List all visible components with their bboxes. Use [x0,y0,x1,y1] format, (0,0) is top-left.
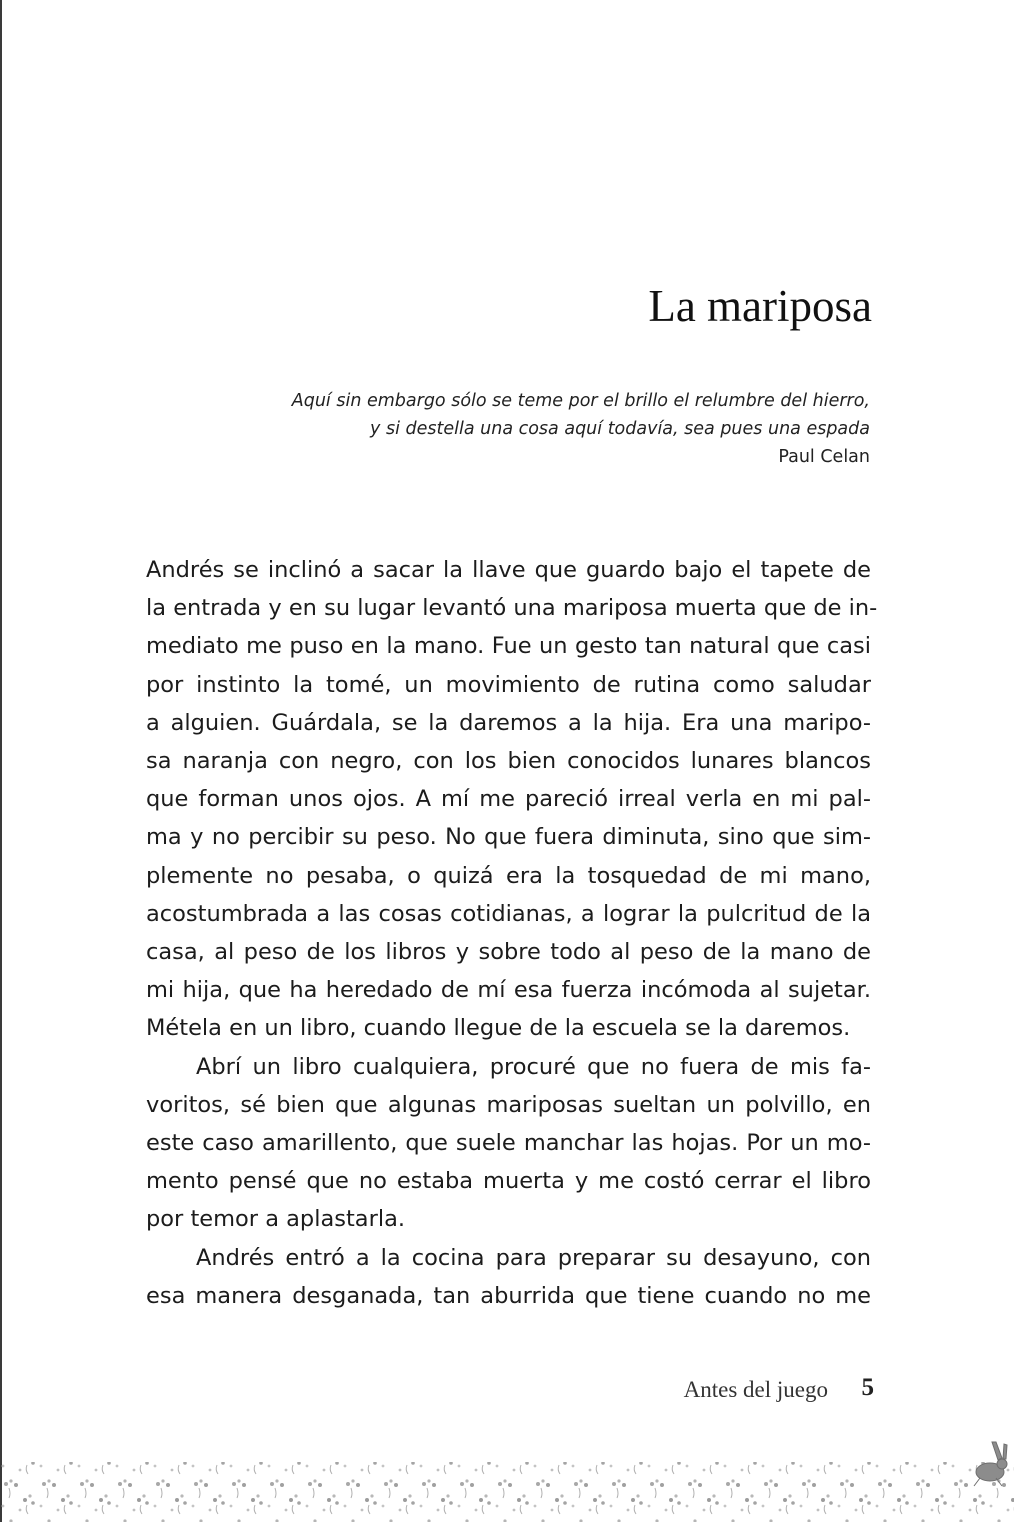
body-line: que forman unos ojos. A mí me pareció irreal verla en mi pal- [146,786,871,813]
body-line: por temor a aplastarla. [146,1206,406,1233]
body-text [146,551,878,1315]
body-line: Abrí un libro cualquiera, procuré que no fuera de mis fa- [196,1053,871,1080]
decorative-border-pattern [0,1436,1014,1522]
body-line: la entrada y en su lugar levantó una mariposa muerta que de in- [146,595,878,622]
chapter-title: La mariposa [648,281,872,331]
body-line: voritos, sé bien que algunas mariposas sueltan un polvillo, en [146,1091,871,1118]
page-number: 5 [861,1374,874,1401]
epigraph [170,387,870,471]
body-line: ma y no percibir su peso. No que fuera diminuta, sino que sim- [146,824,871,851]
body-line: esa manera desganada, tan aburrida que tiene cuando no me [146,1282,871,1309]
epigraph-line: Aquí sin embargo sólo se teme por el brillo el relumbre del hierro, [291,391,870,411]
body-line: acostumbrada a las cosas cotidianas, a lograr la pulcritud de la [146,900,871,927]
epigraph-line: y si destella una cosa aquí todavía, sea pues una espada [370,419,870,439]
running-footer-title: Antes del juego [683,1377,828,1402]
body-line: mi hija, que ha heredado de mí esa fuerza incómoda al sujetar. [146,977,871,1004]
body-line: mediato me puso en la mano. Fue un gesto tan natural que casi [146,633,871,660]
body-line: este caso amarillento, que suele manchar las hojas. Por un mo- [146,1130,871,1157]
page-left-edge [0,0,2,1522]
body-line: sa naranja con negro, con los bien conocidos lunares blancos [146,748,871,775]
body-line: plemente no pesaba, o quizá era la tosquedad de mi mano, [146,862,871,889]
body-line: Andrés entró a la cocina para preparar su desayuno, con [196,1244,871,1271]
epigraph-author: Paul Celan [778,447,870,467]
body-line: Métela en un libro, cuando llegue de la escuela se la daremos. [146,1015,851,1042]
body-line: casa, al peso de los libros y sobre todo al peso de la mano de [146,939,871,966]
body-line: mento pensé que no estaba muerta y me costó cerrar el libro [146,1168,871,1195]
body-line: a alguien. Guárdala, se la daremos a la hija. Era una maripo- [146,709,871,736]
body-line: por instinto la tomé, un movimiento de rutina como saludar [146,671,871,698]
body-line: Andrés se inclinó a sacar la llave que guardo bajo el tapete de [146,557,871,583]
